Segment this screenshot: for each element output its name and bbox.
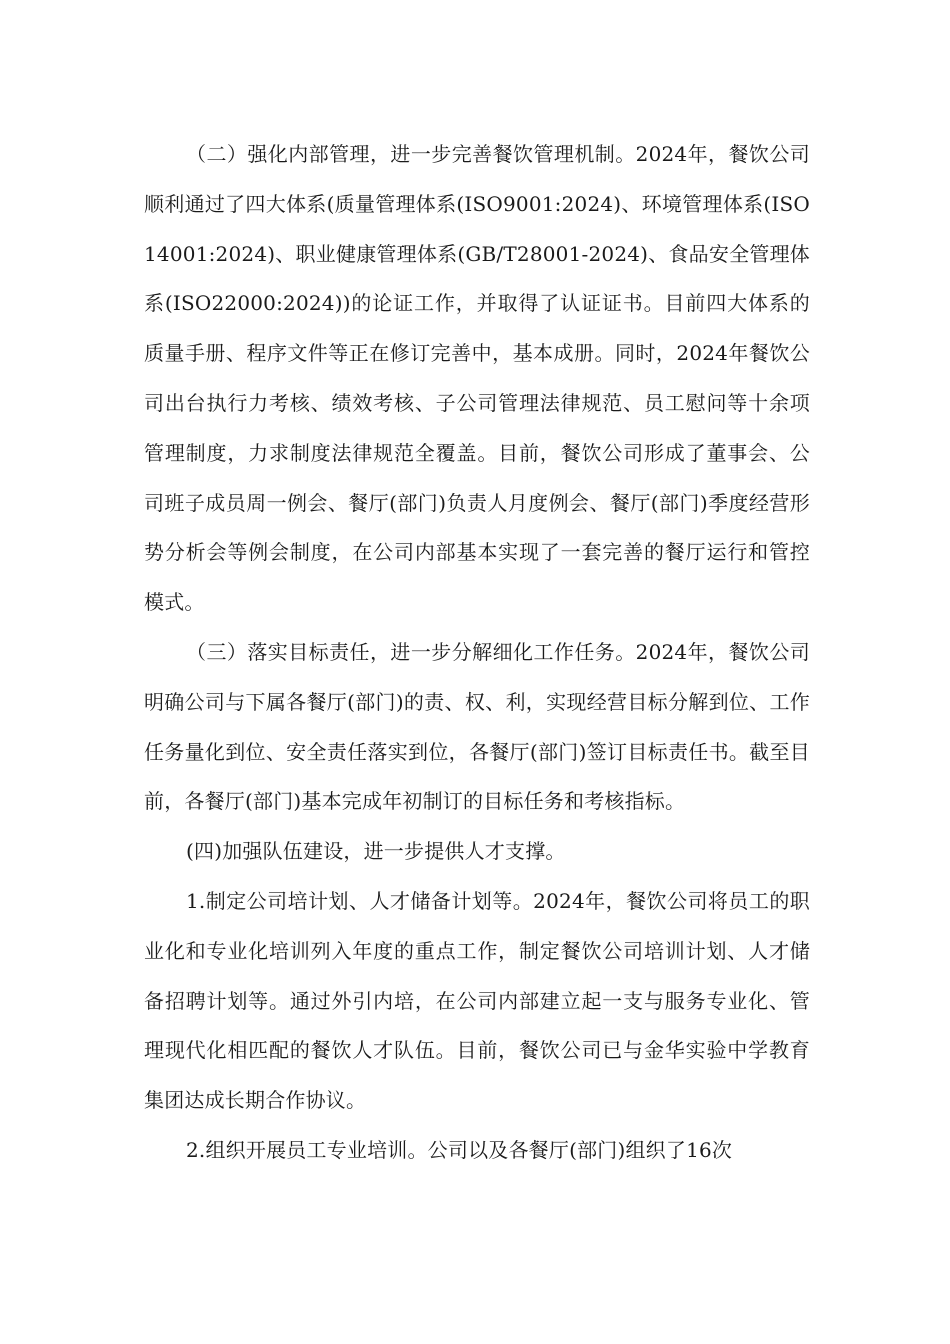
paragraph-professional-training: 2.组织开展员工专业培训。公司以及各餐厅(部门)组织了16次 xyxy=(186,1137,733,1162)
paragraph-target-responsibility: （三）落实目标责任，进一步分解细化工作任务。2024年，餐饮公司明确公司与下属各餐厅(部门)的责、权、利，实现经营目标分解到位、工作任务量化到位、安全责任落实到位，各餐厅(部门)签订目标责任书。截至目前，各餐厅(部门)基本完成年初制订的目标任务和考核指标。 xyxy=(144,639,810,814)
paragraph-management-mechanism: （二）强化内部管理，进一步完善餐饮管理机制。2024年，餐饮公司顺利通过了四大体系(质量管理体系(ISO9001:2024)、环境管理体系(ISO14001:2024)、职业健康管理体系(GB/T28001-2024)、食品安全管理体系(ISO22000:2024))的论证工作，并取得了认证证书。目前四大体系的质量手册、程序文件等正在修订完善中，基本成册。同时，2024年餐饮公司出台执行力考核、绩效考核、子公司管理法律规范、员工慰问等十余项管理制度，力求制度法律规范全覆盖。目前，餐饮公司形成了董事会、公司班子成员周一例会、餐厅(部门)负责人月度例会、餐厅(部门)季度经营形势分析会等例会制度，在公司内部基本实现了一套完善的餐厅运行和管控模式。 xyxy=(144,142,810,615)
paragraph-training-plan: 1.制定公司培计划、人才储备计划等。2024年，餐饮公司将员工的职业化和专业化培训列入年度的重点工作，制定餐饮公司培训计划、人才储备招聘计划等。通过外引内培，在公司内部建立起一支与服务专业化、管理现代化相匹配的餐饮人才队伍。目前，餐饮公司已与金华实验中学教育集团达成长期合作协议。 xyxy=(144,888,810,1113)
paragraph-team-building-heading: (四)加强队伍建设，进一步提供人才支撑。 xyxy=(186,839,566,864)
